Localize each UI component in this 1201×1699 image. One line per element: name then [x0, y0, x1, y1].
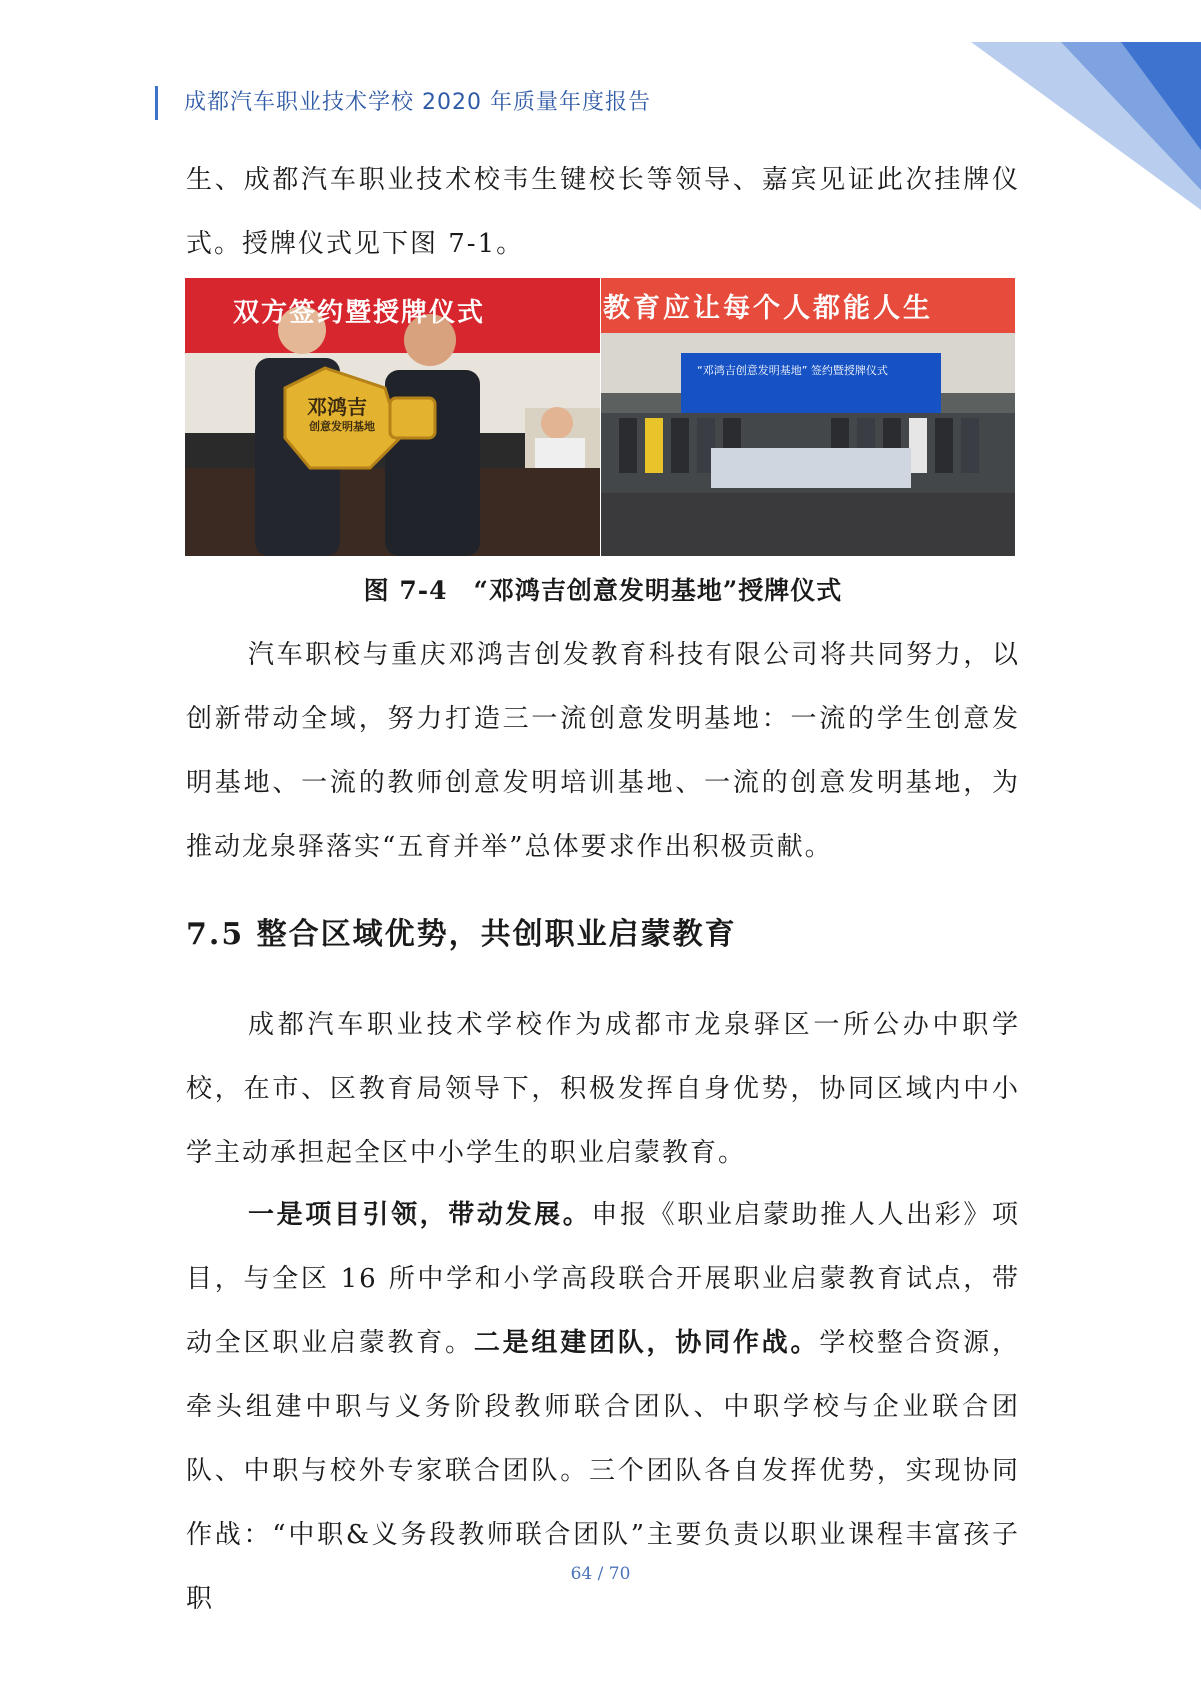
- measure-two-text: 学校整合资源，牵头组建中职与义务阶段教师联合团队、中职学校与企业联合团队、中职与校外专家联合团队。三个团队各自发挥优势，实现协同作战：“中职&义务段教师联合团队”主要负责以职业课程丰富孩子职: [186, 1328, 1020, 1614]
- plaque-name: 邓鸿吉: [307, 395, 367, 419]
- page-number: 64 / 70: [570, 1564, 631, 1584]
- intro-paragraph: 生、成都汽车职业技术校韦生键校长等领导、嘉宾见证此次挂牌仪式。授牌仪式见下图 7-1。: [186, 165, 1020, 259]
- left-banner-text: 双方签约暨授牌仪式: [233, 298, 486, 328]
- right-banner-text: 教育应让每个人都能人生: [603, 293, 933, 324]
- paragraph-cooperation: 汽车职校与重庆邓鸿吉创发教育科技有限公司将共同努力，以创新带动全域，努力打造三一流创意发明基地：一流的学生创意发明基地、一流的教师创意发明培训基地、一流的创意发明基地，为推动龙泉驿落实“五育并举”总体要求作出积极贡献。: [186, 640, 1020, 862]
- figure-caption: 图 7-4 “邓鸿吉创意发明基地”授牌仪式: [363, 576, 843, 605]
- section-title: 7.5 整合区域优势，共创职业启蒙教育: [186, 917, 737, 952]
- header-accent-bar: [155, 86, 158, 120]
- ceremony-photo-left: [185, 278, 600, 556]
- screen-title-text: “邓鸿吉创意发明基地” 签约暨授牌仪式: [697, 364, 888, 377]
- measure-two-heading: 二是组建团队，协同作战。: [473, 1328, 820, 1358]
- plaque-subtitle: 创意发明基地: [309, 420, 375, 433]
- paragraph-section-intro: 成都汽车职业技术学校作为成都市龙泉驿区一所公办中职学校，在市、区教育局领导下，积极发挥自身优势，协同区域内中小学主动承担起全区中小学生的职业启蒙教育。: [186, 1010, 1020, 1168]
- report-header-title: 成都汽车职业技术学校 2020 年质量年度报告: [184, 90, 651, 115]
- measure-one-text: 申报《职业启蒙助推人人出彩》项目，与全区 16 所中学和小学高段联合开展职业启蒙教育试点，带动全区职业启蒙教育。: [186, 1200, 1020, 1358]
- ceremony-photo-right: [601, 278, 1015, 556]
- measure-one-heading: 一是项目引领，带动发展。: [248, 1200, 592, 1230]
